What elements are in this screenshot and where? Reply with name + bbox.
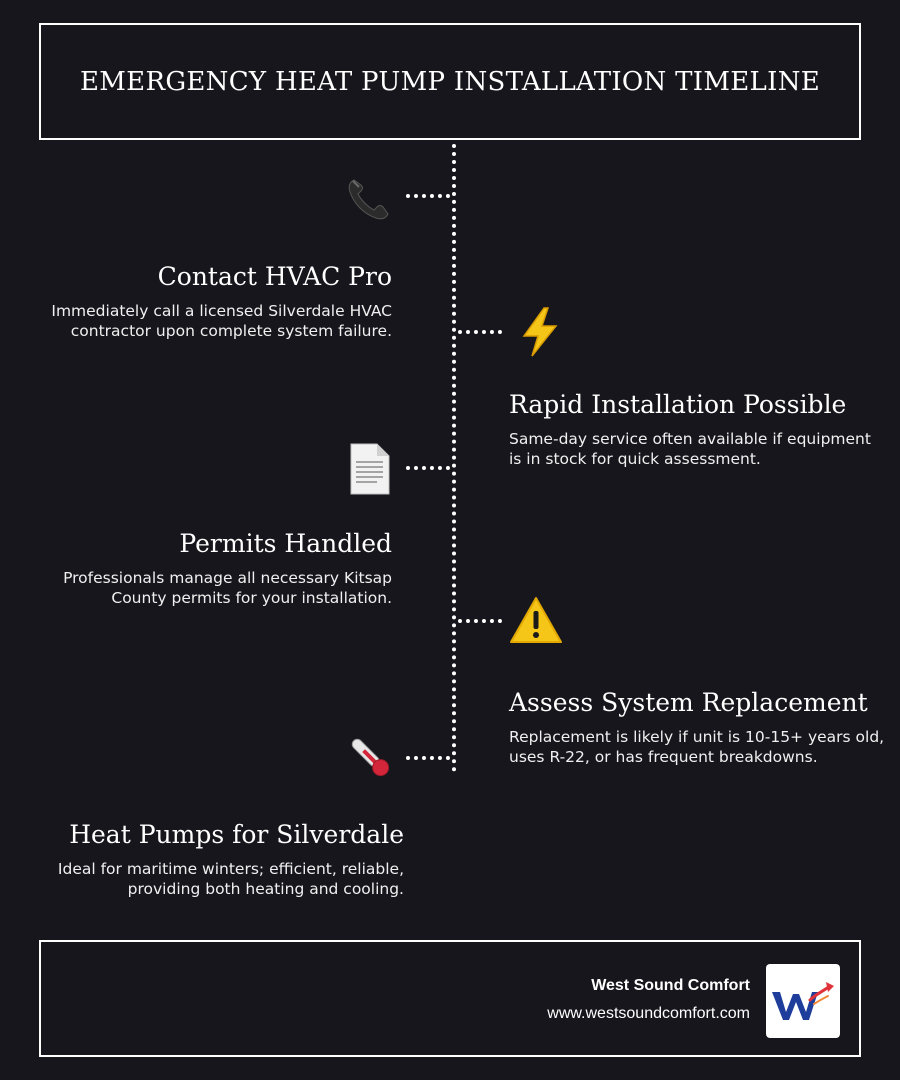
document-icon [342,441,398,497]
step-heading: Contact HVAC Pro [157,262,392,291]
phone-icon [341,171,397,227]
step-description: Same-day service often available if equipment is in stock for quick assessment. [509,430,871,468]
timeline-entry-assess-replacement [509,688,889,767]
step-description: Ideal for maritime winters; efficient, reliable, providing both heating and cooling. [57,860,404,898]
company-url[interactable]: www.westsoundcomfort.com [547,1005,750,1022]
step-heading: Heat Pumps for Silverdale [69,820,404,849]
connector-step-5 [406,756,450,760]
company-name: West Sound Comfort [591,977,750,994]
step-description: Immediately call a licensed Silverdale HVAC contractor upon complete system failure. [51,302,392,340]
step-heading: Permits Handled [179,529,392,558]
timeline-entry-contact-hvac-pro [32,262,392,341]
timeline-entry-rapid-installation [509,390,879,469]
timeline-entry-heat-pumps [34,820,404,899]
thermometer-icon [342,729,398,785]
warning-icon [508,592,564,648]
connector-step-1 [406,194,450,198]
title-banner [39,23,861,140]
page-title: EMERGENCY HEAT PUMP INSTALLATION TIMELINE [79,66,821,97]
lightning-icon [512,304,568,360]
step-heading: Rapid Installation Possible [509,390,847,419]
timeline-line [452,144,456,772]
west-sound-comfort-logo [766,964,840,1038]
step-description: Replacement is likely if unit is 10-15+ years old, uses R-22, or has frequent breakdowns. [509,728,885,766]
connector-step-4 [458,619,502,623]
step-heading: Assess System Replacement [509,688,868,717]
connector-step-2 [458,330,502,334]
connector-step-3 [406,466,450,470]
footer-banner [39,940,861,1057]
step-description: Professionals manage all necessary Kitsap County permits for your installation. [63,569,392,607]
timeline-entry-permits-handled [32,529,392,608]
